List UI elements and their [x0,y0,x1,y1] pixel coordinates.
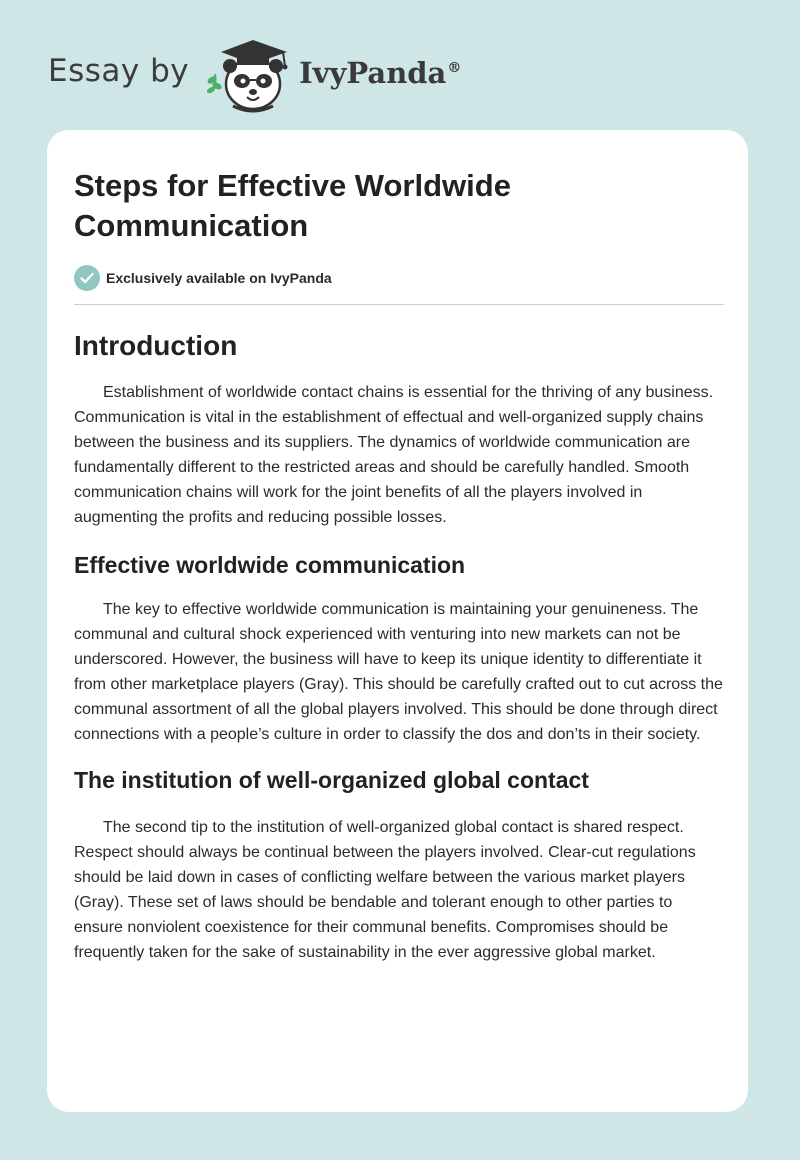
essay-card [47,130,748,1112]
section-heading-introduction: Introduction [74,330,238,361]
essay-content [74,166,724,965]
check-circle-icon [74,265,100,291]
registered-mark: ® [447,60,462,77]
exclusive-badge-label: Exclusively available on IvyPanda [106,270,332,286]
panda-graduate-logo-icon[interactable] [203,34,295,114]
section-heading-global-contact: The institution of well-organized global contact [74,767,589,793]
site-header [48,34,461,114]
essay-title: Steps for Effective Worldwide Communication [74,168,511,243]
title-divider [74,304,724,305]
brand-name[interactable]: IvyPanda® [299,56,462,90]
essay-by-label: Essay by [48,53,190,89]
section-heading-effective-communication: Effective worldwide communication [74,552,466,578]
exclusive-badge [74,265,724,291]
section-paragraph-introduction: Establishment of worldwide contact chains is essential for the thriving of any business. Communication is vital in the establishment of effectual and well-organized supply chains between the business and its suppliers. The dynamics of worldwide communication are fundamentally different to the restricted areas and should be carefully handled. Smooth communication chains will work for the joint benefits of all the players involved in augmenting the profits and reducing possible losses. [74,384,714,526]
section-paragraph-effective-communication: The key to effective worldwide communication is maintaining your genuineness. The communal and cultural shock experienced with venturing into new markets can not be underscored. However, the business will have to keep its unique identity to differentiate it from other marketplace players (Gray). This should be carefully crafted out to cut across the communal assortment of all the global players involved. This should be done through direct connections with a people’s culture in order to classify the dos and don’ts in their society. [74,601,723,743]
section-paragraph-global-contact: The second tip to the institution of well-organized global contact is shared respect. Respect should always be continual between the players involved. Clear-cut regulations should be laid down in cases of conflicting welfare between the various market players (Gray). These set of laws should be bendable and tolerant enough to other parties to ensure nonviolent coexistence for their communal benefits. Compromises should be frequently taken for the sake of sustainability in the ever aggressive global market. [74,819,696,961]
